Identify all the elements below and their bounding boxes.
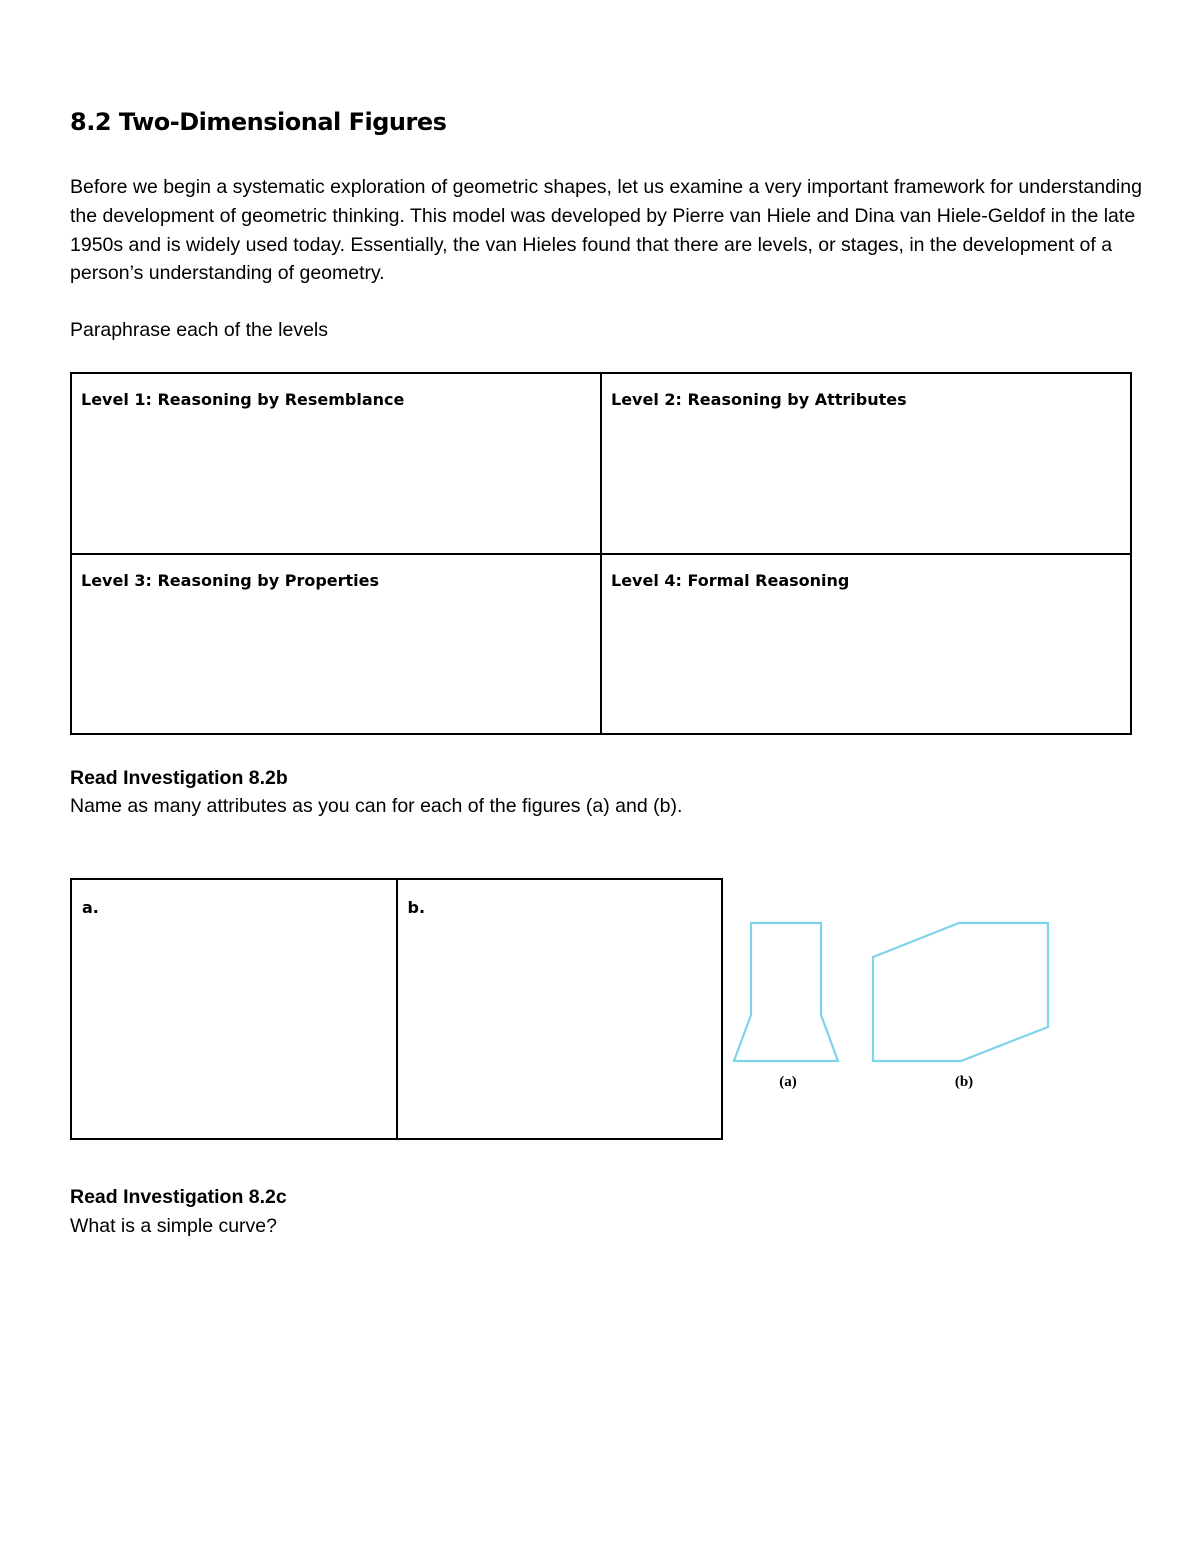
figure-b-caption: (b) bbox=[954, 1074, 974, 1090]
figure-b-cell-label: b. bbox=[407, 898, 426, 917]
figure-b-outline bbox=[873, 923, 1048, 1061]
figure-a-cell-label: a. bbox=[82, 898, 99, 917]
figure-b-answer-cell[interactable] bbox=[397, 879, 723, 1139]
level-3-cell[interactable] bbox=[71, 554, 601, 735]
attributes-table bbox=[70, 878, 723, 1140]
figures-illustration bbox=[725, 905, 1065, 1095]
levels-table bbox=[70, 372, 1132, 735]
level-1-cell[interactable] bbox=[71, 373, 601, 554]
figure-a-outline bbox=[734, 923, 838, 1061]
figure-a-caption: (a) bbox=[779, 1074, 797, 1090]
investigation-8-2c-prompt: What is a simple curve? bbox=[70, 1215, 277, 1237]
level-4-cell[interactable] bbox=[601, 554, 1131, 735]
level-3-label: Level 3: Reasoning by Properties bbox=[81, 570, 380, 590]
levels-row bbox=[71, 373, 1131, 554]
level-2-label: Level 2: Reasoning by Attributes bbox=[611, 390, 907, 409]
investigation-8-2b-heading: Read Investigation 8.2b bbox=[70, 767, 288, 789]
intro-paragraph: Before we begin a systematic exploration of geometric shapes, let us examine a very important framework for understanding the development of geometric thinking. This model was developed by Pierre van Hiele and Dina van Hiele-Geldof in the late 1950s and is widely used today. Essentially, the van Hieles found that there are levels, or stages, in the development of a person’s understanding of geometry. bbox=[70, 176, 1142, 285]
figure-a-answer-cell[interactable] bbox=[71, 879, 397, 1139]
levels-row bbox=[71, 554, 1131, 735]
paraphrase-instruction: Paraphrase each of the levels bbox=[70, 319, 328, 341]
figure-a-shape bbox=[734, 923, 838, 1061]
level-2-cell[interactable] bbox=[601, 373, 1131, 554]
level-4-label: Level 4: Formal Reasoning bbox=[611, 570, 850, 590]
figure-b-shape bbox=[873, 923, 1048, 1061]
page-title: 8.2 Two-Dimensional Figures bbox=[70, 108, 447, 136]
attributes-row bbox=[71, 879, 722, 1139]
investigation-8-2b-prompt: Name as many attributes as you can for each of the figures (a) and (b). bbox=[70, 795, 683, 817]
investigation-8-2c-heading: Read Investigation 8.2c bbox=[70, 1186, 287, 1208]
level-1-label: Level 1: Reasoning by Resemblance bbox=[81, 390, 405, 409]
